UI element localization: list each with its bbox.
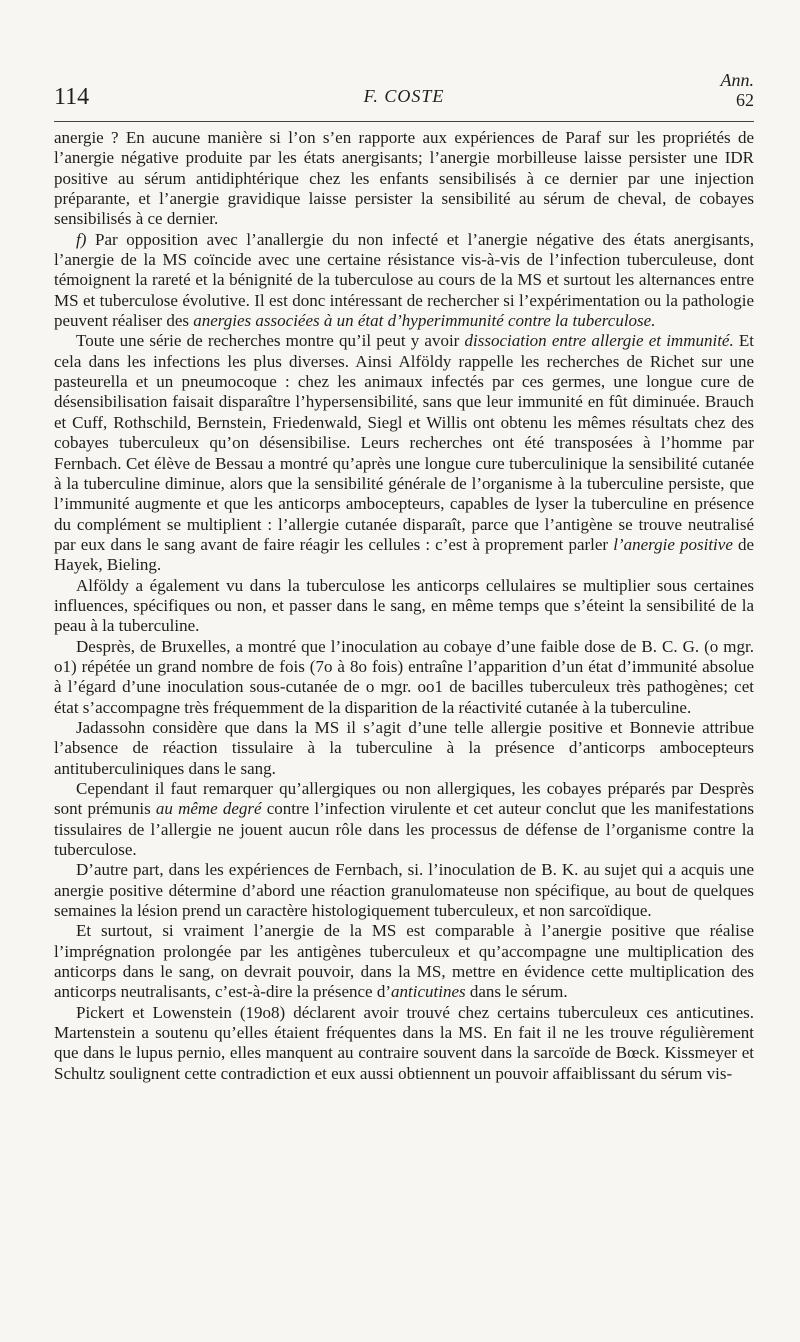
text-run: Et surtout, si vraiment l’anergie de la MS est comparable à l’anergie positive que réalise l’imprégnation prolongée par les antigènes tuberculeux et qu’accompagne une multiplication des anticorps dans le sang, on devrait pouvoir, dans la MS, mettre en évidence cette multiplication des anticorps neutralisants, c’est-à-dire la présence d’	[54, 921, 754, 1002]
text-run: anergie ? En aucune manière si l’on s’en rapporte aux expériences de Paraf sur les propriétés de l’anergie négative produite par les états anergisants; l’anergie morbilleuse laisse persister une IDR positive au sérum antidiphtérique chez les enfants sensibilisés à ce dernier par une injection préparante, et l’anergie gravidique laisse persister la sensibilité au sérum de cheval, de cobayes sensibilisés à ce dernier.	[54, 128, 754, 229]
italic-text: f)	[76, 229, 87, 249]
paragraph-cependant	[54, 779, 754, 860]
text-run: Alföldy a également vu dans la tuberculose les anticorps cellulaires se multiplier sous certaines influences, spécifiques ou non, et passer dans le sang, en même temps que s’éteint la sensibilité de la peau à la tuberculine.	[54, 575, 754, 636]
italic-text: au même degré	[155, 799, 262, 819]
paragraph-continuation	[54, 128, 754, 230]
italic-text: dissociation entre allergie et immunité.	[464, 331, 734, 351]
journal-volume	[721, 70, 755, 110]
journal-abbrev: Ann.	[720, 70, 754, 90]
text-run: Pickert et Lowenstein (19o8) déclarent avoir trouvé chez certains tuberculeux ces anticutines. Martenstein a soutenu qu’elles étaient fréquentes dans la MS. En fait il ne les trouve régulièrement que dans le lupus pernio, elles manquent au contraire souvent dans la sarcoïde de Bœck. Kissmeyer et Schultz soulignent cette contradiction et eux aussi obtiennent un pouvoir affaiblissant du sérum vis-	[54, 1002, 754, 1083]
text-run: Et cela dans les infections les plus diverses. Ainsi Alföldy rappelle les recherches de Richet sur une pasteurella et un pneumocoque : chez les animaux infectés par ces germes, une longue cure de désensibilisation faisait disparaître l’hypersensibilité, sans que leur immunité en fût diminuée. Brauch et Cuff, Rothschild, Bernstein, Friedenwald, Siegl et Willis ont obtenu les mêmes résultats chez des cobayes tuberculeux qu’on désensibilise. Leurs recherches ont été transposées à l’homme par Fernbach. Cet élève de Bessau a montré qu’après une longue cure tuberculinique la sensibilité cutanée à la tuberculine diminue, alors que la sensibilité générale de l’organisme à la tuberculine persiste, que l’immunité augmente et que les anticorps ambocepteurs, capables de lyser la tuberculine en présence du complément se multiplient : l’allergie cutanée disparaît, parce que l’antigène se trouve neutralisé par eux dans le sang avant de faire réagir les cellules : c’est à proprement parler	[54, 331, 754, 554]
paragraph-pickert	[54, 1003, 754, 1084]
paragraph-jadassohn	[54, 718, 754, 779]
text-run: Jadassohn considère que dans la MS il s’agit d’une telle allergie positive et Bonnevie attribue l’absence de réaction tissulaire à la tuberculine à la présence d’anticorps ambocepteurs antituberculiniques dans le sang.	[54, 717, 754, 778]
page-header	[54, 70, 754, 126]
text-run: Par opposition avec l’anallergie du non infecté et l’anergie négative des états anergisants, l’anergie de la MS coïncide avec une certaine résistance vis-à-vis de l’infection tuberculeuse, dont témoignent la rareté et la bénignité de la tuberculose au cours de la MS et surtout les alternances entre MS et tuberculose évolutive. Il est donc intéressant de rechercher si l’expérimentation ou la pathologie peuvent réaliser des	[54, 229, 754, 331]
paragraph-alfoldy	[54, 576, 754, 637]
text-run: D’autre part, dans les expériences de Fernbach, si. l’inoculation de B. K. au sujet qui a acquis une anergie positive détermine d’abord une réaction granulomateuse non spécifique, au bout de quelques semaines la lésion prend un caractère histologiquement tuberculeux, et non sarcoïdique.	[54, 860, 754, 921]
text-run: Cependant il faut remarquer qu’allergiques ou non allergiques, les cobayes préparés par Desprès sont prémunis	[54, 779, 754, 819]
italic-text: anergies associées à un état d’hyperimmunité contre la tuberculose.	[193, 311, 656, 331]
text-run: Desprès, de Bruxelles, a montré que l’inoculation au cobaye d’une faible dose de B. C. G. (o mgr. o1) répétée un grand nombre de fois (7o à 8o fois) entraîne l’apparition d’un état d’immunité absolue à l’égard d’une inoculation sous-cutanée de o mgr. oo1 de bacilles tuberculeux très pathogènes; cet état s’accompagne très fréquemment de la disparition de la réactivité cutanée à la tuberculine.	[54, 636, 754, 717]
page-number: 114	[54, 84, 90, 110]
paragraph-et-surtout	[54, 921, 754, 1002]
text-run: de Hayek, Bieling.	[54, 534, 755, 575]
running-head: F. COSTE	[363, 86, 445, 106]
text-run: Toute une série de recherches montre qu’il peut y avoir	[76, 331, 465, 351]
paragraph-f-opposition	[54, 230, 754, 332]
paragraph-fernbach	[54, 860, 754, 921]
header-rule	[54, 121, 754, 122]
text-run: dans le sérum.	[465, 982, 568, 1002]
text-run: contre l’infection virulente et cet auteur conclut que les manifestations tissulaires de l’allergie ne jouent aucun rôle dans les processus de défense de l’organisme contre la tuberculose.	[54, 799, 755, 860]
italic-text: l’anergie positive	[613, 534, 733, 554]
paragraph-dissociation	[54, 331, 754, 575]
body-text	[54, 128, 754, 1084]
italic-text: anticutines	[391, 982, 466, 1002]
paragraph-despres	[54, 637, 754, 718]
volume-number: 62	[736, 90, 754, 110]
